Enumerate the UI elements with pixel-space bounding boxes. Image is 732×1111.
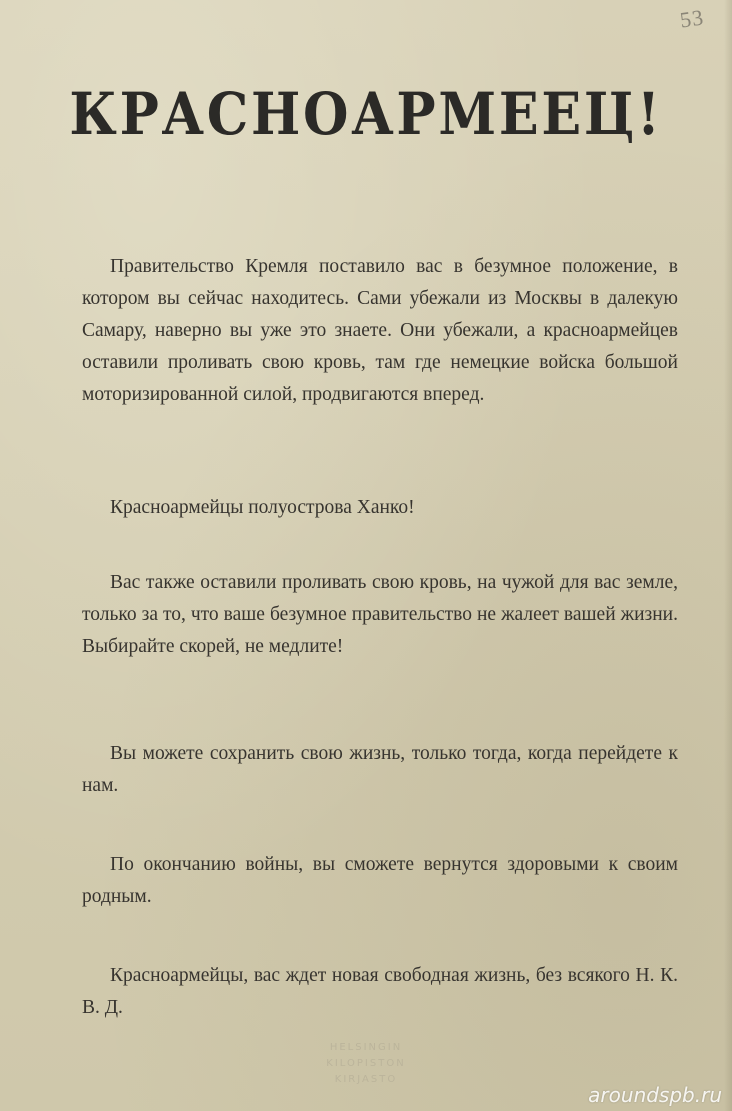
paragraph-4: Вы можете сохранить свою жизнь, только тогда, когда перейдете к нам. [82, 742, 678, 796]
paragraph-2: Красноармейцы полуострова Ханко! [110, 496, 415, 518]
printer-stamp [0, 1040, 732, 1088]
paragraph-6: Красноармейцы, вас ждет новая свободная жизнь, без всякого Н. К. В. Д. [82, 964, 678, 1018]
stamp-line-1: HELSINGIN [329, 1042, 403, 1053]
site-watermark[interactable]: aroundspb.ru [588, 1083, 722, 1107]
paragraph-5: По окончанию войны, вы сможете вернутся здоровыми к своим родным. [82, 853, 678, 907]
leaflet-title: КРАСНОАРМЕЕЦ! [69, 80, 663, 148]
stamp-line-2: KILOPISTON [326, 1058, 406, 1069]
stamp-line-3: KIRJASTO [334, 1074, 398, 1085]
paper-edge-shadow [724, 0, 732, 1111]
paragraph-3: Вас также оставили проливать свою кровь, на чужой для вас земле, только за то, что ваше безумное правительство не жалеет вашей жизни. Выбирайте скорей, не медлите! [82, 571, 678, 657]
paragraph-1: Правительство Кремля поставило вас в безумное положение, в котором вы сейчас находитесь. Сами убежали из Москвы в далекую Самару, наверно вы уже это знаете. Они убежали, а красноармейцев оставили проливать свою кровь, там где немецкие войска большой моторизированной силой, продвигаются вперед. [82, 255, 678, 405]
archive-number: 53 [678, 4, 706, 33]
